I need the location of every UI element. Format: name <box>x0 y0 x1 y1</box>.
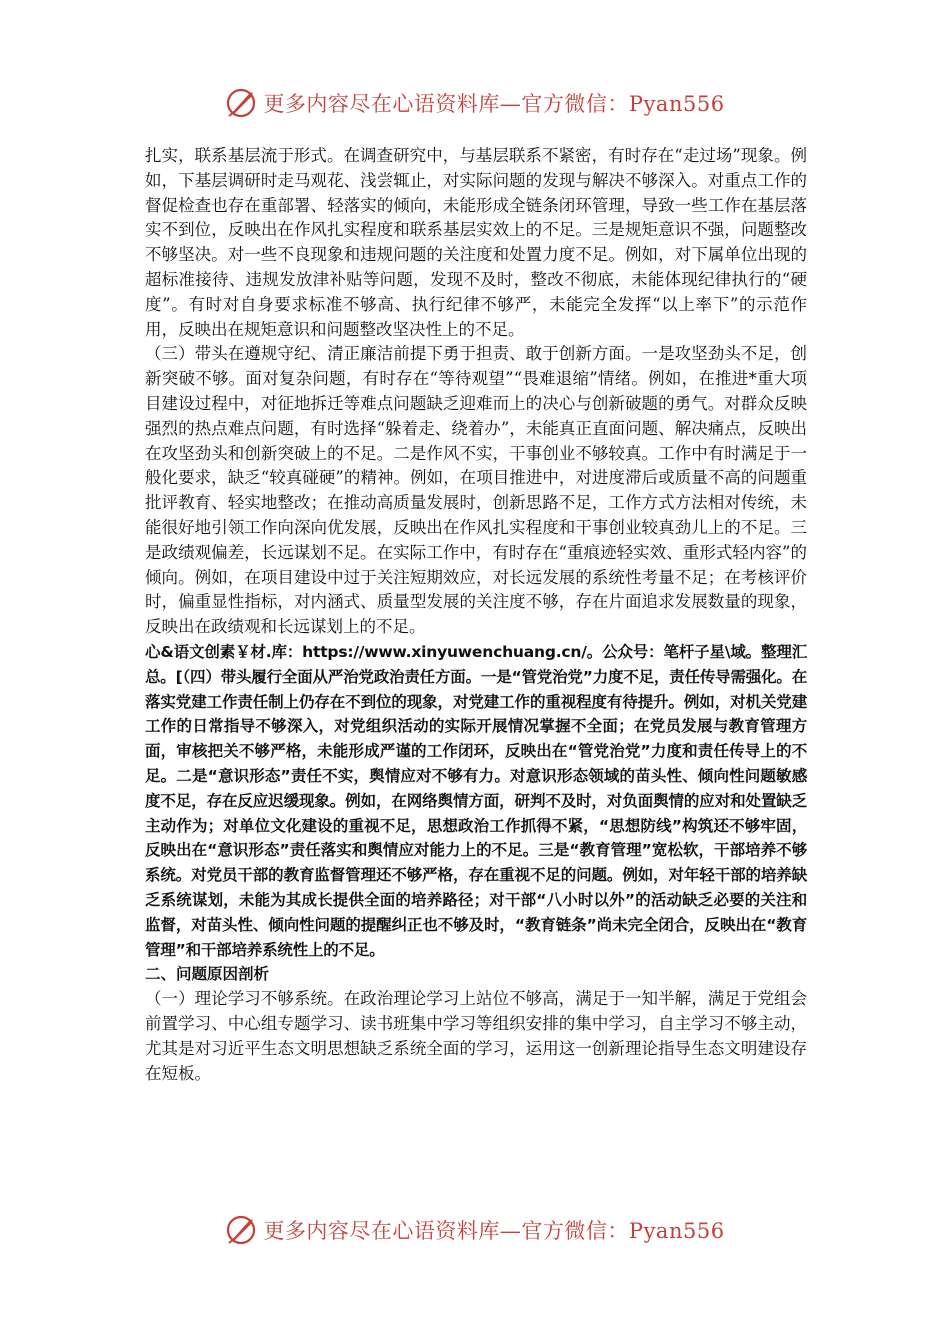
section-heading-2: 二、问题原因剖析 <box>145 965 270 984</box>
quill-logo-icon <box>225 1213 259 1247</box>
paragraph-3: 心&语文创素￥材.库：https://www.xinyuwenchuang.cn/。公众号：笔杆子星\域。整理汇总。[（四）带头履行全面从严治党政治责任方面。一是“管党治党”力度不足，责任传导需强化。在落实党建工作责任制上仍存在不到位的现象，对党建工作的重视程度有待提升。例如，对机关党建工作的日常指导不够深入，对党组织活动的实际开展情况掌握不全面；在党员发展与教育管理方面，审核把关不够严格，未能形成严谨的工作闭环，反映出在“管党治党”力度和责任传导上的不足。二是“意识形态”责任不实，舆情应对不够有力。对意识形态领域的苗头性、倾向性问题敏感度不足，存在反应迟缓现象。例如，在网络舆情方面，研判不及时，对负面舆情的应对和处置缺乏主动作为；对单位文化建设的重视不足，思想政治工作抓得不紧，“思想防线”构筑还不够牢固，反映出在“意识形态”责任落实和舆情应对能力上的不足。三是“教育管理”宽松软，干部培养不够系统。对党员干部的教育监督管理还不够严格，存在重视不足的问题。例如，对年轻干部的培养缺乏系统谋划，未能为其成长提供全面的培养路径；对干部“八小时以外”的活动缺乏必要的关注和监督，对苗头性、倾向性问题的提醒纠正也不够及时，“教育链条”尚未完全闭合，反映出在“教育管理”和干部培养系统性上的不足。 <box>145 642 807 959</box>
quill-logo-icon <box>225 86 259 120</box>
header-watermark-banner <box>0 86 950 120</box>
footer-watermark-banner <box>0 1213 950 1247</box>
paragraph-4: （一）理论学习不够系统。在政治理论学习上站位不够高，满足于一知半解，满足于党组会前置学习、中心组专题学习、读书班集中学习等组织安排的集中学习，自主学习不够主动，尤其是对习近平生态文明思想缺乏系统全面的学习，运用这一创新理论指导生态文明建设存在短板。 <box>145 989 807 1083</box>
footer-watermark-text: 更多内容尽在心语资料库—官方微信：Pyan556 <box>263 1219 725 1243</box>
document-body <box>145 144 807 1086</box>
paragraph-2: （三）带头在遵规守纪、清正廉洁前提下勇于担责、敢于创新方面。一是攻坚劲头不足，创新突破不够。面对复杂问题，有时存在“等待观望”“畏难退缩”情绪。例如，在推进*重大项目建设过程中，对征地拆迁等难点问题缺乏迎难而上的决心与创新破题的勇气。对群众反映强烈的热点难点问题，有时选择“躲着走、绕着办”，未能真正直面问题、解决痛点，反映出在攻坚劲头和创新突破上的不足。二是作风不实，干事创业不够较真。工作中有时满足于一般化要求，缺乏“较真碰硬”的精神。例如，在项目推进中，对进度滞后或质量不高的问题重批评教育、轻实地整改；在推动高质量发展时，创新思路不足，工作方式方法相对传统，未能很好地引领工作向深向优发展，反映出在作风扎实程度和干事创业较真劲儿上的不足。三是政绩观偏差，长远谋划不足。在实际工作中，有时存在“重痕迹轻实效、重形式轻内容”的倾向。例如，在项目建设中过于关注短期效应，对长远发展的系统性考量不足；在考核评价时，偏重显性指标，对内涵式、质量型发展的关注度不够，存在片面追求发展数量的现象，反映出在政绩观和长远谋划上的不足。 <box>145 344 807 637</box>
paragraph-1: 扎实，联系基层流于形式。在调查研究中，与基层联系不紧密，有时存在“走过场”现象。例如，下基层调研时走马观花、浅尝辄止，对实际问题的发现与解决不够深入。对重点工作的督促检查也存在重部署、轻落实的倾向，未能形成全链条闭环管理，导致一些工作在基层落实不到位，反映出在作风扎实程度和联系基层实效上的不足。三是规矩意识不强，问题整改不够坚决。对一些不良现象和违规问题的关注度和处置力度不足。例如，对下属单位出现的超标准接待、违规发放津补贴等问题，发现不及时，整改不彻底，未能体现纪律执行的“硬度”。有时对自身要求标准不够高、执行纪律不够严，未能完全发挥“以上率下”的示范作用，反映出在规矩意识和问题整改坚决性上的不足。 <box>145 146 807 339</box>
header-watermark-text: 更多内容尽在心语资料库—官方微信：Pyan556 <box>263 92 725 116</box>
